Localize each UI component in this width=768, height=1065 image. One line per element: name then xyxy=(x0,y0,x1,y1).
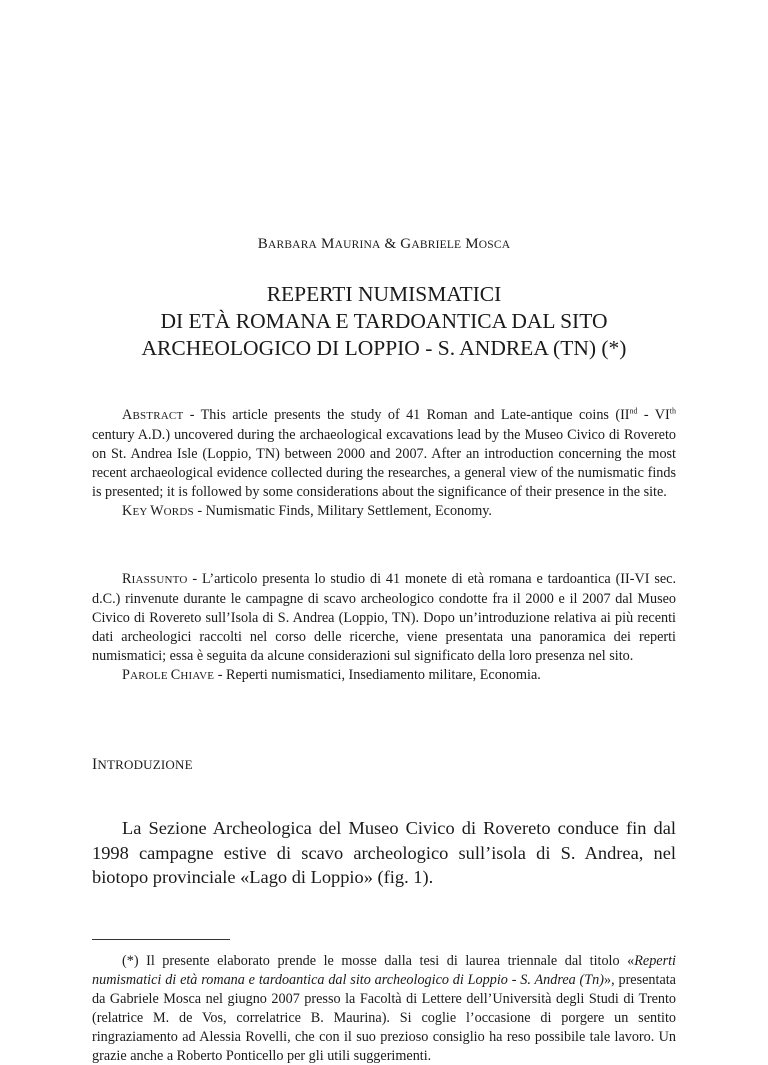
author-1-first-rest: ARBARA xyxy=(267,239,318,251)
abstract-section xyxy=(92,406,676,521)
footnote xyxy=(92,952,676,1065)
parole-chiave-paragraph: PAROLE CHIAVE - Reperti numismatici, Insediamento militare, Economia. xyxy=(122,666,541,683)
riassunto-paragraph: RIASSUNTO - L’articolo presenta lo studio di 41 monete di età romana e tardoantica (II-VI sec. d.C.) rinvenute durante le campagne di scavo archeologico condotte fra il 2000 e il 2007 dal Museo Civico di Rovereto sull’Isola di S. Andrea (Loppio, TN). Dopo un’introduzione relativa ai più recenti dati archeologici raccolti nel corso delle ricerche, viene presentata una panoramica dei reperti numismatici; essa è seguita da alcune considerazioni sul significato della loro presenza nel sito. xyxy=(92,571,676,664)
paper-title xyxy=(0,281,768,362)
author-1-last-initial: M xyxy=(321,236,335,252)
section-heading-introduzione: INTRODUZIONE xyxy=(92,756,193,773)
parole-chiave-label: PAROLE CHIAVE xyxy=(122,666,215,683)
abstract-label: ABSTRACT xyxy=(122,407,184,423)
body-paragraph-1: La Sezione Archeologica del Museo Civico di Rovereto conduce fin dal 1998 campagne estive di scavo archeologico sull’isola di S. Andrea, nel biotopo provinciale «Lago di Loppio» (fig. 1). xyxy=(92,818,676,887)
author-1-first-initial: B xyxy=(257,236,268,252)
author-2-last-initial: M xyxy=(465,236,479,252)
title-line-2: DI ETÀ ROMANA E TARDOANTICA DAL SITO xyxy=(160,309,608,333)
footnote-rule xyxy=(92,939,230,940)
authors-line xyxy=(0,236,768,253)
author-2-first-rest: ABRIELE xyxy=(411,239,462,251)
keywords-paragraph: KEY WORDS - Numismatic Finds, Military Settlement, Economy. xyxy=(122,502,492,519)
author-2-last-rest: OSCA xyxy=(478,239,511,251)
author-1-last-rest: AURINA xyxy=(334,239,381,251)
footnote-paragraph: (*) Il presente elaborato prende le mosse dalla tesi di laurea triennale dal titolo «Reperti numismatici di età romana e tardoantica dal sito archeologico di Loppio - S. Andrea (Tn)», presentata da Gabriele Mosca nel giugno 2007 presso la Facoltà di Lettere dell’Università degli Studi di Trento (relatrice M. de Vos, correlatrice B. Maurina). Si coglie l’occasione di porgere un sentito ringraziamento ad Alessia Rovelli, che con il suo prezioso consiglio ha reso possibile tale lavoro. Un grazie anche a Roberto Ponticello per gli utili suggerimenti. xyxy=(92,953,676,1064)
author-separator: & xyxy=(384,236,397,252)
title-line-3: ARCHEOLOGICO DI LOPPIO - S. ANDREA (TN) (*) xyxy=(141,336,627,360)
riassunto-section xyxy=(92,570,676,685)
keywords-label: KEY WORDS xyxy=(122,502,194,519)
title-line-1: REPERTI NUMISMATICI xyxy=(266,282,502,306)
body-text xyxy=(92,816,676,890)
author-2-first-initial: G xyxy=(400,236,412,252)
riassunto-label: RIASSUNTO xyxy=(122,571,188,587)
abstract-paragraph: ABSTRACT - This article presents the study of 41 Roman and Late-antique coins (IInd - VIth century A.D.) uncovered during the archaeological excavations lead by the Museo Civico di Rovereto on St. Andrea Isle (Loppio, TN) between 2000 and 2007. After an introduction concerning the most recent archaeological evidence collected during the researches, a general view of the numismatic finds is presented; it is followed by some considerations about the significance of their presence in the site. xyxy=(92,406,676,500)
